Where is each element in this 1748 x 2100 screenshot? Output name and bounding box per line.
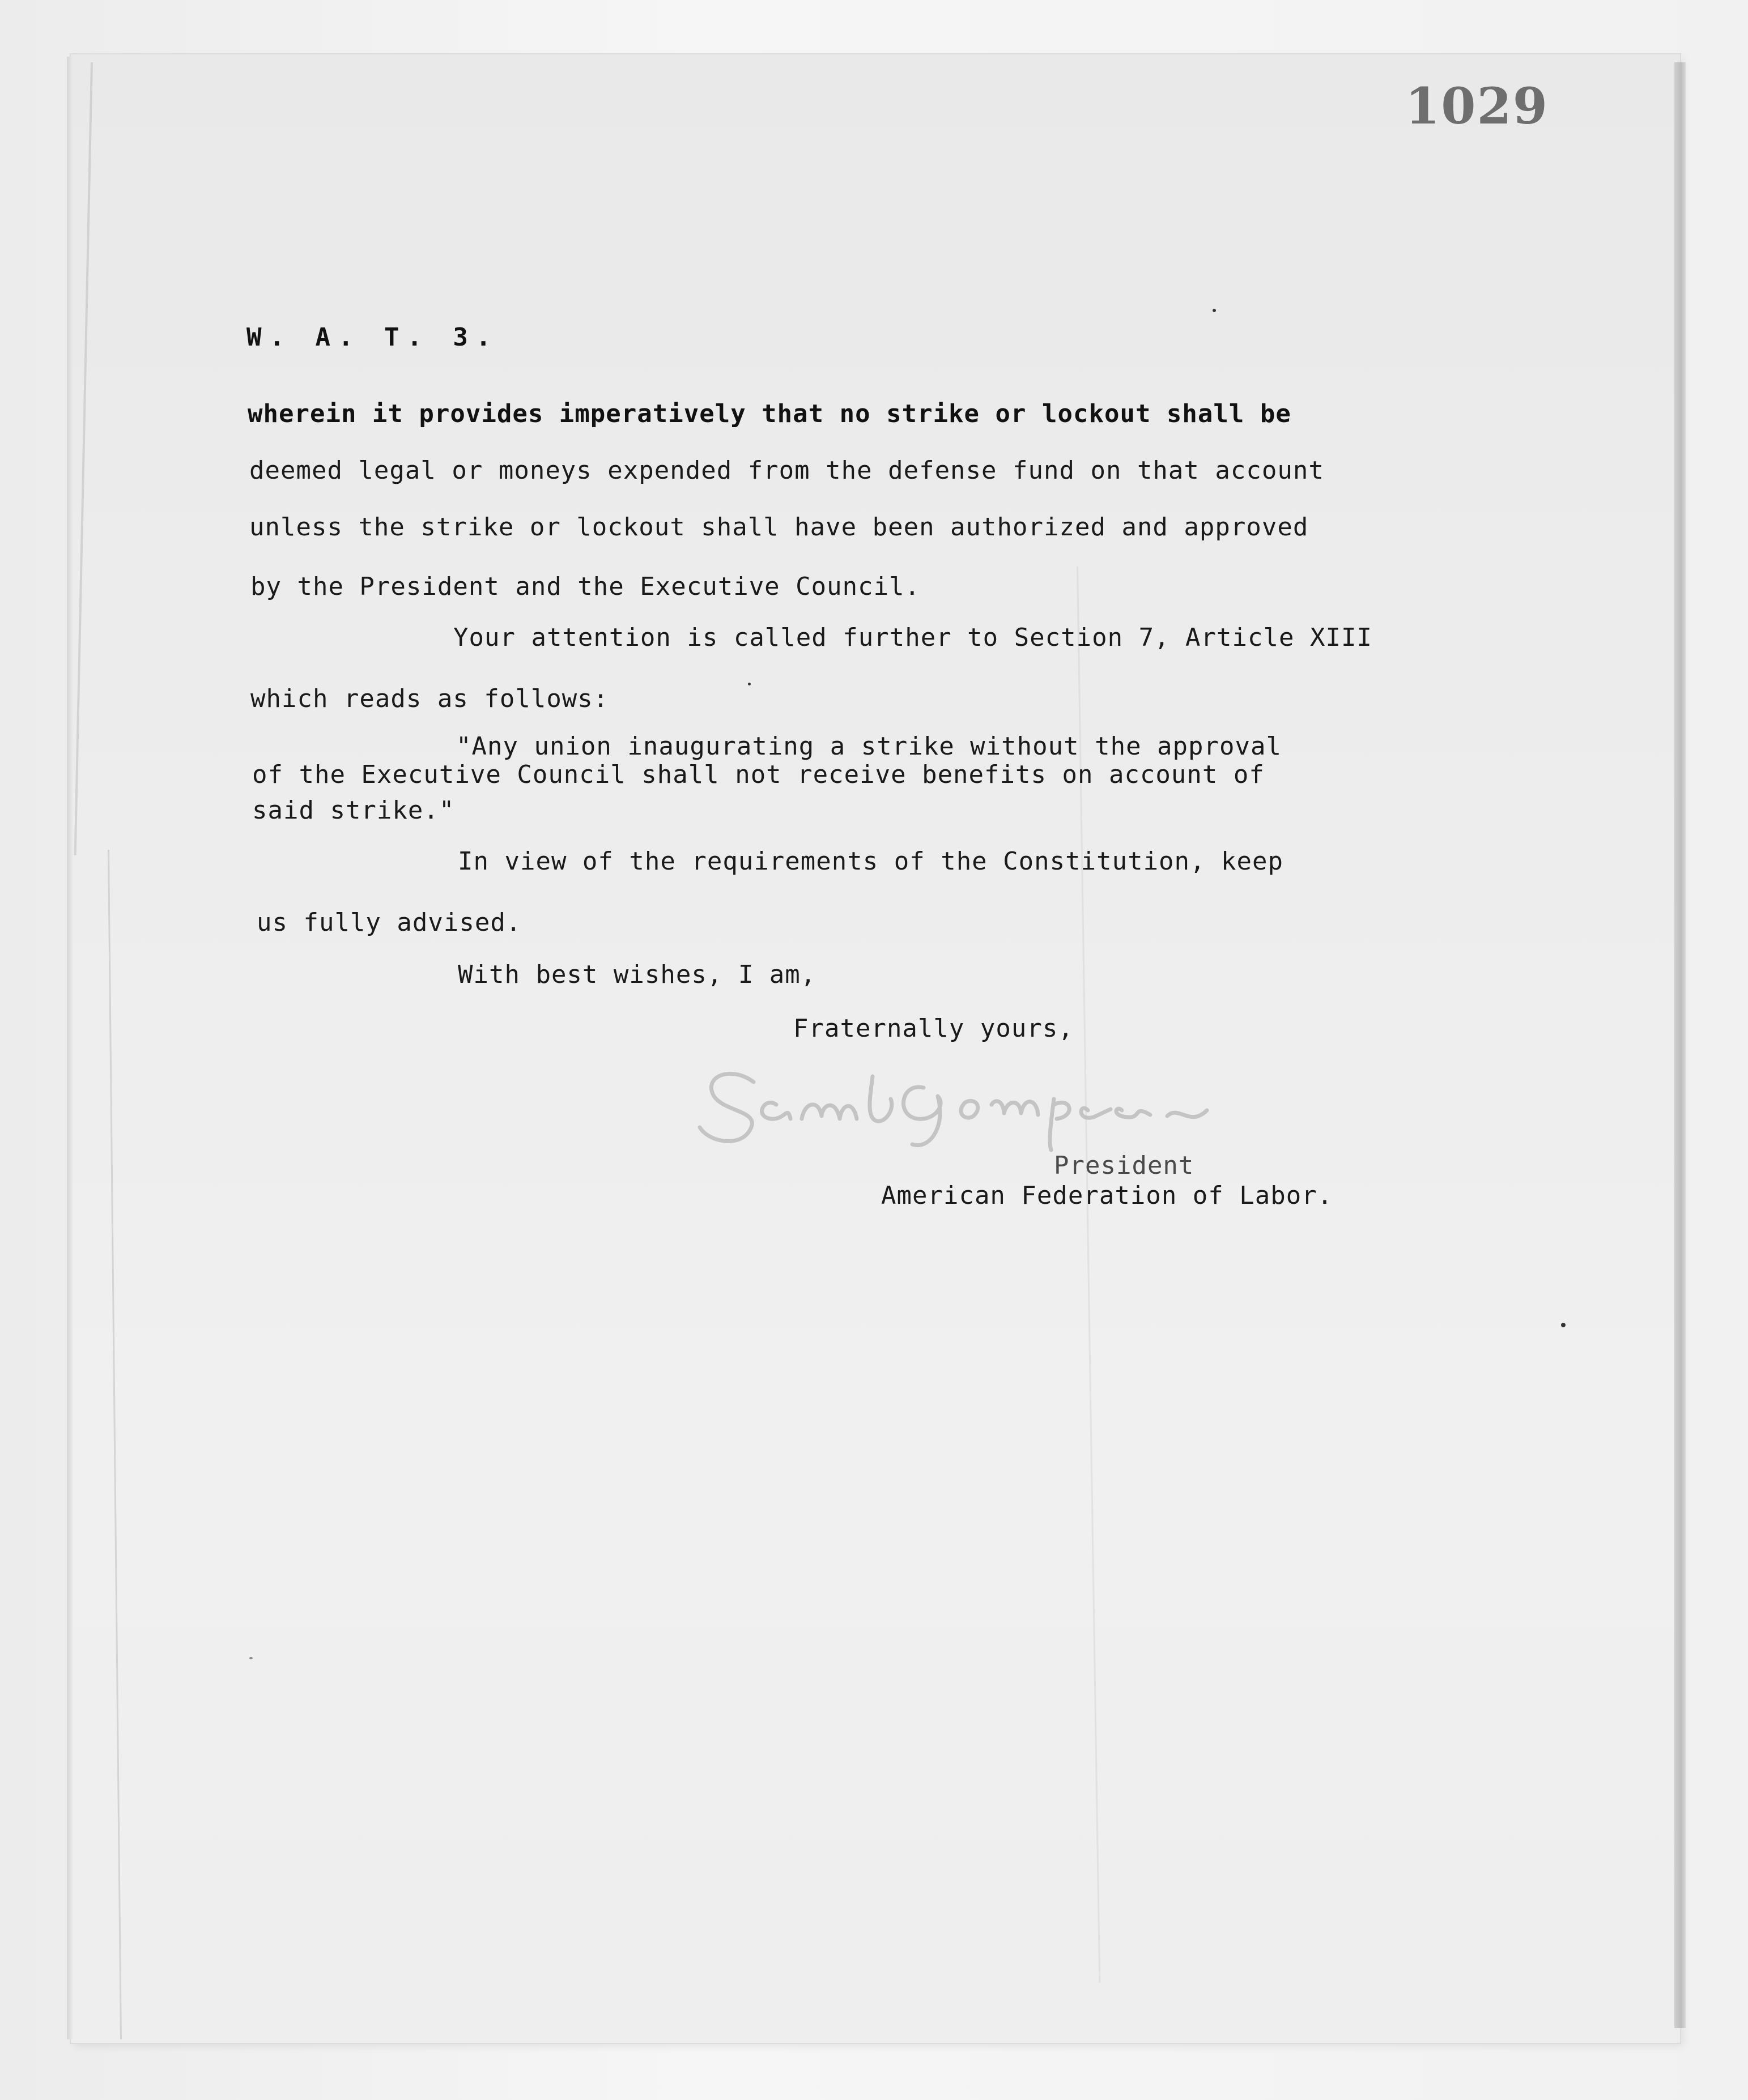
sheet-left-edge [67,57,73,2039]
body-line-2: deemed legal or moneys expended from the defense fund on that account [249,456,1324,485]
ink-speck [249,1657,253,1659]
ink-speck [1561,1323,1566,1327]
page-header: W. A. T. 3. [246,323,499,352]
signer-organization: American Federation of Labor. [881,1181,1333,1210]
body-line-9: With best wishes, I am, [458,960,816,989]
signer-title: President [1054,1151,1194,1180]
quote-line-2: of the Executive Council shall not receive benefits on account of [252,760,1265,789]
body-line-4: by the President and the Executive Council. [250,572,921,601]
body-line-7: In view of the requirements of the Constitution, keep [458,847,1283,876]
page-number-stamp: 1029 [1405,76,1549,135]
ink-speck [1213,309,1216,312]
quote-line-1: "Any union inaugurating a strike without the approval [456,732,1282,761]
sheet-right-edge [1674,62,1686,2028]
ink-speck [748,683,751,685]
body-line-8: us fully advised. [257,908,522,937]
body-line-3: unless the strike or lockout shall have been authorized and approved [249,513,1309,542]
closing: Fraternally yours, [793,1014,1074,1043]
body-line-1: wherein it provides imperatively that no strike or lockout shall be [248,399,1291,428]
handwritten-signature [680,1042,1315,1156]
body-line-5: Your attention is called further to Section 7, Article XIII [453,623,1372,652]
quote-line-3: said strike." [252,796,455,825]
body-line-6: which reads as follows: [250,684,609,713]
